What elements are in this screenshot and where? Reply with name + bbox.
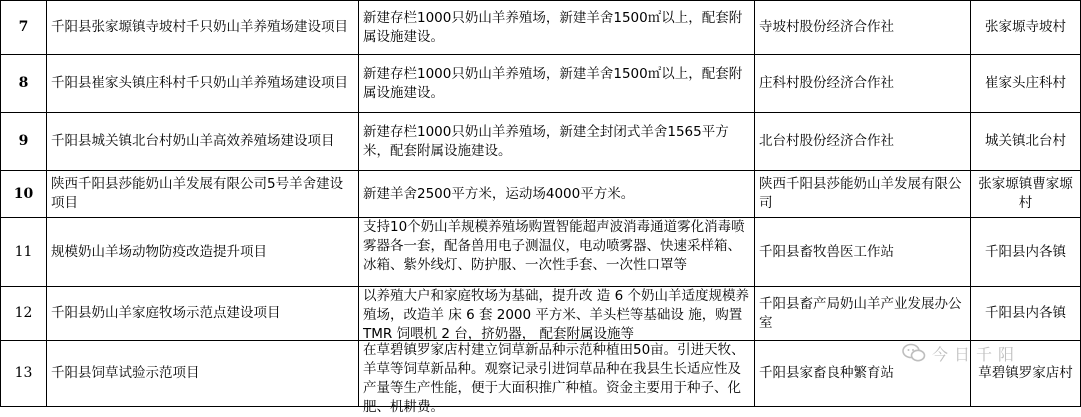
implementing-unit: 千阳县家畜良种繁育站 [755, 341, 971, 407]
project-location: 张家塬镇曹家塬村 [971, 171, 1081, 218]
project-content: 新建存栏1000只奶山羊养殖场，新建全封闭式羊舍1565平方米，配套附属设施建设。 [359, 113, 755, 171]
watermark-text: 今日千阳 [932, 344, 1021, 364]
project-content [359, 341, 755, 415]
project-location: 张家塬寺坡村 [971, 1, 1081, 55]
project-content: 新建存栏1000只奶山羊养殖场，新建羊舍1500㎡以上，配套附属设施建设。 [359, 55, 755, 113]
project-name: 千阳县张家塬镇寺坡村千只奶山羊养殖场建设项目 [47, 1, 359, 55]
wechat-watermark [902, 338, 1072, 368]
row-number: 9 [1, 113, 47, 171]
row-number: 12 [1, 287, 47, 341]
wechat-icon [902, 343, 926, 363]
project-content [359, 218, 755, 287]
project-location: 崔家头庄科村 [971, 55, 1081, 113]
row-number: 10 [1, 171, 47, 218]
project-name: 规模奶山羊场动物防疫改造提升项目 [47, 218, 359, 287]
project-name: 陕西千阳县莎能奶山羊发展有限公司5号羊舍建设项目 [47, 171, 359, 218]
table-row [1, 287, 1081, 341]
table-row [1, 218, 1081, 287]
row-number: 13 [1, 341, 47, 407]
project-content: 新建存栏1000只奶山羊养殖场，新建羊舍1500㎡以上，配套附属设施建设。 [359, 1, 755, 55]
implementing-unit: 陕西千阳县莎能奶山羊发展有限公司 [755, 171, 971, 218]
implementing-unit: 庄科村股份经济合作社 [755, 55, 971, 113]
project-name: 千阳县城关镇北台村奶山羊高效养殖场建设项目 [47, 113, 359, 171]
project-content-text: 在草碧镇罗家店村建立饲草新品种示范种植田50亩。引进天牧、羊草等饲草新品种。观察记录引进饲草品种在我县生长适应性及产量等生产性能，便于大面积推广种植。资金主要用于种子、化肥、机耕费。 [363, 342, 745, 415]
implementing-unit: 寺坡村股份经济合作社 [755, 1, 971, 55]
table-row [1, 171, 1081, 218]
project-content [359, 287, 755, 341]
project-location: 城关镇北台村 [971, 113, 1081, 171]
implementing-unit: 千阳县畜产局奶山羊产业发展办公室 [755, 287, 971, 341]
project-name: 千阳县饲草试验示范项目 [47, 341, 359, 407]
table-row [1, 1, 1081, 55]
project-content: 新建羊舍2500平方米，运动场4000平方米。 [359, 171, 755, 218]
implementing-unit: 北台村股份经济合作社 [755, 113, 971, 171]
row-number: 8 [1, 55, 47, 113]
project-name: 千阳县奶山羊家庭牧场示范点建设项目 [47, 287, 359, 341]
row-number: 7 [1, 1, 47, 55]
project-content-text: 以养殖大户和家庭牧场为基础，提升改 造 6 个奶山羊适度规模养殖场，改造羊 床 6 套 2000 平方米、羊头栏等基础设 施，购置 TMR 饲喂机 2 台，挤奶器， 配套附属设施等 [363, 288, 749, 342]
project-location: 草碧镇罗家店村 [971, 341, 1081, 407]
row-number: 11 [1, 218, 47, 287]
implementing-unit: 千阳县畜牧兽医工作站 [755, 218, 971, 287]
project-location: 千阳县内各镇 [971, 218, 1081, 287]
table-row [1, 55, 1081, 113]
project-location: 千阳县内各镇 [971, 287, 1081, 341]
project-name: 千阳县崔家头镇庄科村千只奶山羊养殖场建设项目 [47, 55, 359, 113]
project-content-text: 支持10个奶山羊规模养殖场购置智能超声波消毒通道雾化消毒喷雾器各一套，配备兽用电子测温仪，电动喷雾器、快速采样箱、冰箱、紫外线灯、防护服、一次性手套、一次性口罩等 [363, 219, 745, 273]
table-row [1, 113, 1081, 171]
